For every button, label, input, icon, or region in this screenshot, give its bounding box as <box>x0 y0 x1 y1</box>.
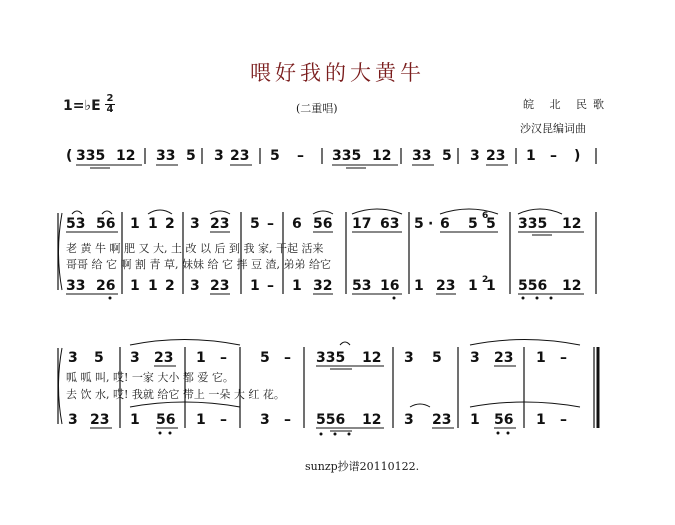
svg-text:12: 12 <box>372 148 392 164</box>
svg-text:33: 33 <box>412 148 432 164</box>
svg-text:12: 12 <box>362 412 382 428</box>
svg-text:3: 3 <box>214 148 224 164</box>
system-2-lyrics-2: 去 饮 水, 哎! 我就 给它 带上 一朵 大 红 花。 <box>66 388 285 401</box>
svg-text:1: 1 <box>468 278 478 294</box>
svg-text:–: – <box>560 412 567 428</box>
svg-text:5: 5 <box>186 148 196 164</box>
song-origin: 皖 北 民歌 <box>523 98 610 111</box>
svg-text:5: 5 <box>260 350 270 366</box>
svg-text:12: 12 <box>562 216 582 232</box>
svg-text:56: 56 <box>313 216 333 232</box>
svg-text:53: 53 <box>352 278 372 294</box>
key-signature: 1=♭E <box>63 98 101 114</box>
system-1-lyrics-2: 哥哥 给 它 啊 割 青 草, 妹妹 给 它 拌 豆 渣, 弟弟 给它 <box>66 258 331 271</box>
svg-text:12: 12 <box>562 278 582 294</box>
svg-text:5: 5 <box>442 148 452 164</box>
svg-text:26: 26 <box>96 278 116 294</box>
svg-text:1: 1 <box>148 216 158 232</box>
svg-text:1: 1 <box>536 412 546 428</box>
svg-text:1: 1 <box>526 148 536 164</box>
svg-text:5: 5 <box>94 350 104 366</box>
svg-text:3: 3 <box>130 350 140 366</box>
svg-text:23: 23 <box>90 412 110 428</box>
svg-text:23: 23 <box>494 350 514 366</box>
arranger-credit: 沙汉昆编词曲 <box>520 122 586 135</box>
svg-text:556: 556 <box>316 412 346 428</box>
svg-text:1: 1 <box>536 350 546 366</box>
song-title: 喂好我的大黄牛 <box>250 61 425 85</box>
svg-text:12: 12 <box>362 350 382 366</box>
svg-text:2: 2 <box>165 278 175 294</box>
svg-text:(: ( <box>66 148 73 164</box>
svg-text:–: – <box>284 412 291 428</box>
svg-text:23: 23 <box>436 278 456 294</box>
transcriber-note: sunzp抄谱20110122. <box>305 460 420 473</box>
svg-text:5: 5 <box>486 216 496 232</box>
svg-text:1: 1 <box>292 278 302 294</box>
svg-text:63: 63 <box>380 216 400 232</box>
svg-text:): ) <box>574 148 581 164</box>
svg-text:·: · <box>428 216 434 232</box>
svg-text:56: 56 <box>156 412 176 428</box>
svg-text:335: 335 <box>332 148 362 164</box>
svg-text:3: 3 <box>404 412 414 428</box>
svg-text:–: – <box>560 350 567 366</box>
svg-text:17: 17 <box>352 216 372 232</box>
svg-text:1: 1 <box>130 216 140 232</box>
svg-text:5: 5 <box>270 148 280 164</box>
svg-text:–: – <box>267 278 274 294</box>
svg-text:1: 1 <box>130 412 140 428</box>
svg-text:1: 1 <box>470 412 480 428</box>
system-2-upper <box>68 340 580 370</box>
svg-text:3: 3 <box>404 350 414 366</box>
svg-text:335: 335 <box>518 216 548 232</box>
svg-text:23: 23 <box>432 412 452 428</box>
svg-text:–: – <box>220 350 227 366</box>
svg-text:5: 5 <box>414 216 424 232</box>
system-1-lyrics-1: 老 黄 牛 啊 肥 又 大, 土 改 以 后 到 我 家, 干起 活来 <box>66 242 324 255</box>
svg-text:6: 6 <box>292 216 302 232</box>
svg-text:1: 1 <box>196 350 206 366</box>
svg-text:–: – <box>284 350 291 366</box>
svg-text:335: 335 <box>76 148 106 164</box>
system-2-lower <box>68 402 580 436</box>
svg-text:3: 3 <box>260 412 270 428</box>
svg-text:23: 23 <box>230 148 250 164</box>
svg-text:6: 6 <box>440 216 450 232</box>
svg-text:5: 5 <box>468 216 478 232</box>
svg-text:1: 1 <box>196 412 206 428</box>
svg-text:–: – <box>550 148 557 164</box>
svg-text:23: 23 <box>210 216 230 232</box>
meter-bottom: 4 <box>106 104 114 115</box>
svg-text:53: 53 <box>66 216 86 232</box>
svg-text:32: 32 <box>313 278 333 294</box>
svg-text:1: 1 <box>486 278 496 294</box>
system-2-lyrics-1: 呱 呱 叫, 哎! 一家 大小 都 爱 它。 <box>66 371 234 384</box>
svg-text:–: – <box>297 148 304 164</box>
svg-text:556: 556 <box>518 278 548 294</box>
svg-text:3: 3 <box>190 278 200 294</box>
system-1-upper <box>66 209 584 235</box>
system-1-lower <box>66 275 584 300</box>
svg-text:1: 1 <box>250 278 260 294</box>
svg-text:56: 56 <box>494 412 514 428</box>
svg-text:3: 3 <box>470 350 480 366</box>
svg-text:56: 56 <box>96 216 116 232</box>
performance-note: (二重唱) <box>296 102 338 115</box>
svg-text:1: 1 <box>148 278 158 294</box>
svg-text:33: 33 <box>156 148 176 164</box>
svg-text:1: 1 <box>130 278 140 294</box>
svg-text:16: 16 <box>380 278 400 294</box>
system-2 <box>58 340 598 436</box>
svg-text:1: 1 <box>414 278 424 294</box>
svg-text:33: 33 <box>66 278 86 294</box>
svg-text:335: 335 <box>316 350 346 366</box>
svg-text:5: 5 <box>432 350 442 366</box>
system-1 <box>58 209 596 300</box>
intro-notation <box>66 148 596 168</box>
svg-text:5: 5 <box>250 216 260 232</box>
svg-text:23: 23 <box>154 350 174 366</box>
svg-text:12: 12 <box>116 148 136 164</box>
svg-text:2: 2 <box>482 275 489 285</box>
svg-text:3: 3 <box>190 216 200 232</box>
svg-text:23: 23 <box>486 148 506 164</box>
svg-text:3: 3 <box>68 412 78 428</box>
svg-text:6: 6 <box>482 211 489 221</box>
svg-text:3: 3 <box>68 350 78 366</box>
svg-text:23: 23 <box>210 278 230 294</box>
meter-top: 2 <box>106 93 114 104</box>
svg-text:–: – <box>220 412 227 428</box>
svg-text:3: 3 <box>470 148 480 164</box>
svg-text:2: 2 <box>165 216 175 232</box>
svg-text:–: – <box>267 216 274 232</box>
